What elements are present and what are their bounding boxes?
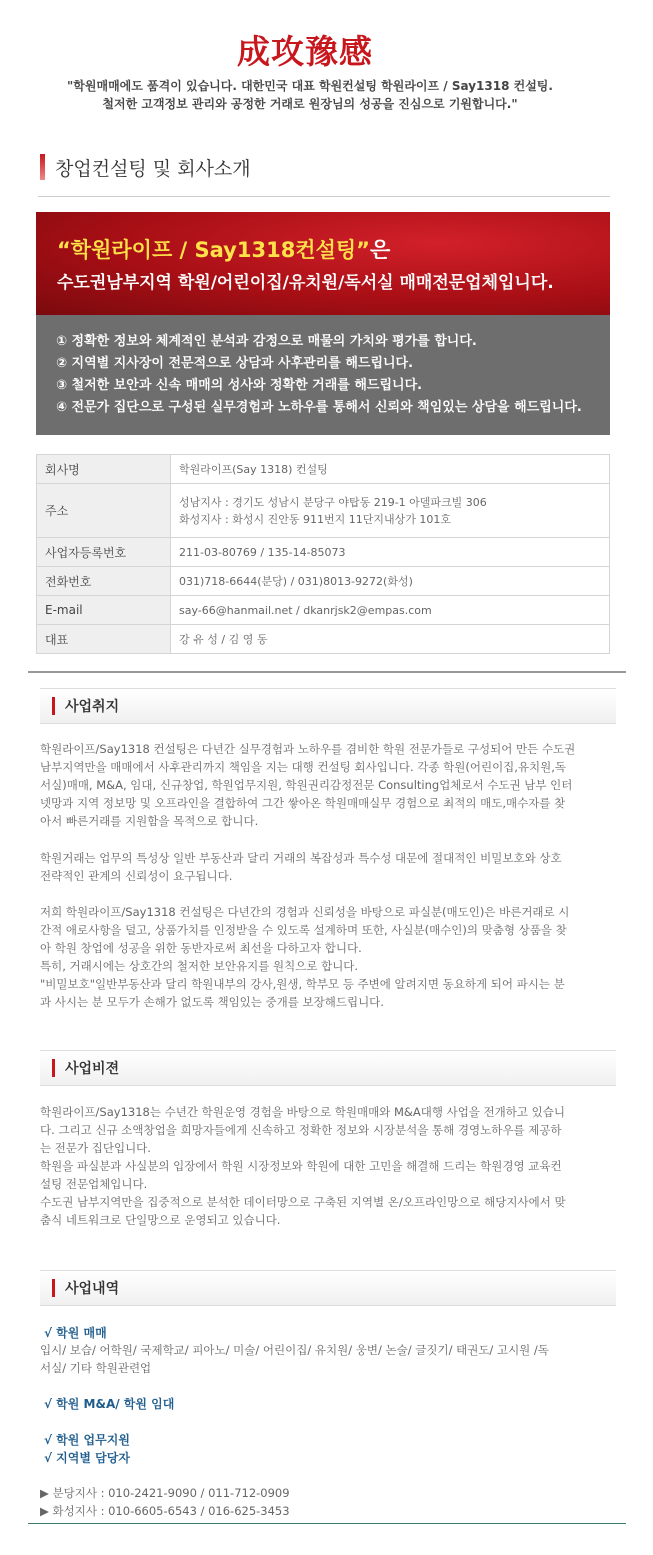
table-row [37, 484, 610, 538]
info-value: 학원라이프(Say 1318) 컨설팅 [171, 455, 610, 484]
company-info-table [36, 454, 610, 654]
header-accent-bar [52, 1059, 55, 1077]
section-title-text: 창업컨설팅 및 회사소개 [55, 157, 251, 180]
business-item-heading: √ 학원 업무지원 [44, 1433, 130, 1447]
text-line: 수도권 남부지역만을 집중적으로 분석한 데이터망으로 구축된 지역별 온/오프라인망으로 해당지사에서 맞 [40, 1195, 566, 1209]
text-line: 서실/ 기타 학원관련업 [40, 1361, 152, 1375]
info-value: 211-03-80769 / 135-14-85073 [171, 538, 610, 567]
text-line: 학원라이프/Say1318 컨설팅은 다년간 실무경험과 노하우를 겸비한 학원 전문가들로 구성되어 만든 수도권 [40, 742, 576, 756]
purpose-paragraph [40, 849, 616, 885]
purpose-paragraph [40, 740, 616, 830]
business-item-heading: √ 학원 M&A/ 학원 임대 [44, 1397, 175, 1411]
table-row [37, 625, 610, 654]
banner-headline [57, 234, 390, 264]
email-value[interactable]: say-66@hanmail.net / dkanrjsk2@empas.com [171, 596, 610, 625]
info-label: 대표 [37, 625, 171, 654]
purpose-title: 사업취지 [65, 699, 120, 715]
text-line: 학원거래는 업무의 특성상 일반 부동산과 달리 거래의 복잡성과 특수성 대문에 절대적인 비밀보호와 상호 [40, 851, 562, 865]
address-line: 성남지사 : 경기도 성남시 분당구 야탑동 219-1 아델파크빌 306 [179, 495, 487, 509]
text-line: 아 학원 창업에 성공을 위한 동반자로써 최선을 다하고자 합니다. [40, 941, 362, 955]
text-line: 특히, 거래시에는 상호간의 철저한 보안유지를 원칙으로 합니다. [40, 959, 359, 973]
intro-banner [36, 212, 610, 435]
vision-title: 사업비젼 [65, 1061, 120, 1077]
text-line: 간적 애로사항을 덜고, 상품가치를 인정받을 수 있도록 설계하며 또한, 사실분(매수인)의 맞춤형 상품을 찾 [40, 923, 567, 937]
info-label: 전화번호 [37, 567, 171, 596]
contact-line: ▶ 분당지사 : 010-2421-9090 / 011-712-0909 [40, 1486, 290, 1500]
table-row [37, 596, 610, 625]
header-accent-bar [52, 1279, 55, 1297]
table-row [37, 455, 610, 484]
info-value [171, 484, 610, 538]
text-line: 과 사시는 분 모두가 손해가 없도록 책임있는 중개를 보장해드립니다. [40, 995, 384, 1009]
text-line: 춤식 네트워크로 단일망으로 운영되고 있습니다. [40, 1213, 281, 1227]
business-header [40, 1270, 616, 1306]
info-label: 주소 [37, 484, 171, 538]
text-line: 아서 빠른거래를 지원함을 목적으로 합니다. [40, 814, 259, 828]
text-line: 넷망과 지역 정보망 및 오프라인을 결합하여 그간 쌓아온 학원매매실무 경험으로 최적의 매도,매수자를 찾 [40, 796, 566, 810]
banner-headline-area [36, 212, 610, 315]
slogan-line: 철저한 고객정보 관리와 공정한 거래로 원장님의 성공을 진심으로 기원합니다." [102, 97, 518, 111]
header-accent-bar [52, 697, 55, 715]
business-item-heading: √ 학원 매매 [44, 1326, 107, 1340]
vision-paragraph [40, 1103, 616, 1229]
text-line: 설팅 전문업체입니다. [40, 1177, 148, 1191]
section-title [40, 152, 251, 182]
vision-header [40, 1050, 616, 1086]
banner-point: ③ 철저한 보안과 신속 매매의 성사와 정확한 거래를 해드립니다. [56, 378, 423, 393]
info-label: E-mail [37, 596, 171, 625]
text-line: 남부지역만을 매매에서 사후관리까지 책임을 지는 대행 컨설팅 회사입니다. 각종 학원(어린이집,유치원,독 [40, 760, 567, 774]
business-title: 사업내역 [65, 1281, 120, 1297]
table-row [37, 538, 610, 567]
info-label: 회사명 [37, 455, 171, 484]
info-value: 031)718-6644(분당) / 031)8013-9272(화성) [171, 567, 610, 596]
branch-contacts [40, 1484, 616, 1520]
address-line: 화성지사 : 화성시 진안동 911번지 11단지내상가 101호 [179, 512, 451, 526]
motto-heading: 成攻豫感 [237, 32, 373, 71]
info-value: 강 유 성 / 김 영 동 [171, 625, 610, 654]
text-line: 전략적인 관계의 신뢰성이 요구됩니다. [40, 869, 233, 883]
banner-points [36, 315, 610, 435]
text-line: 학원을 파실분과 사실분의 입장에서 학원 시장정보와 학원에 대한 고민을 해결해 드리는 학원경영 교육컨 [40, 1159, 562, 1173]
divider [38, 196, 610, 197]
banner-subline: 수도권남부지역 학원/어린이집/유치원/독서실 매매전문업체입니다. [57, 273, 554, 293]
purpose-header [40, 688, 616, 724]
banner-headline-suffix: 은 [369, 238, 391, 262]
footer-divider [28, 1523, 626, 1524]
banner-point: ② 지역별 지사장이 전문적으로 상담과 사후관리를 해드립니다. [56, 356, 414, 371]
banner-company-name: “학원라이프 / Say1318컨설팅” [57, 238, 370, 262]
contact-line: ▶ 화성지사 : 010-6605-6543 / 016-625-3453 [40, 1504, 290, 1518]
business-item-detail [40, 1341, 616, 1377]
purpose-paragraph [40, 903, 616, 1011]
text-line: 입시/ 보습/ 어학원/ 국제학교/ 피아노/ 미술/ 어린이집/ 유치원/ 웅변/ 논술/ 글짓기/ 태권도/ 고시원 /독 [40, 1343, 549, 1357]
slogan [30, 77, 590, 113]
slogan-line: "학원매매에도 품격이 있습니다. 대한민국 대표 학원컨설팅 학원라이프 / Say1318 컨설팅. [67, 79, 553, 93]
banner-point: ① 정확한 정보와 체계적인 분석과 감정으로 매물의 가치와 평가를 합니다. [56, 334, 477, 349]
text-line: "비밀보호"일반부동산과 달리 학원내부의 강사,원생, 학부모 등 주변에 알려지면 동요하게 되어 파시는 분 [40, 977, 565, 991]
info-label: 사업자등록번호 [37, 538, 171, 567]
title-accent-bar [40, 154, 45, 180]
text-line: 학원라이프/Say1318는 수년간 학원운영 경험을 바탕으로 학원매매와 M&A대행 사업을 전개하고 있습니 [40, 1105, 565, 1119]
business-item-heading: √ 지역별 담당자 [44, 1451, 130, 1465]
table-row [37, 567, 610, 596]
banner-point: ④ 전문가 집단으로 구성된 실무경험과 노하우를 통해서 신뢰와 책임있는 상담을 해드립니다. [56, 400, 582, 415]
text-line: 서실)매매, M&A, 임대, 신규창업, 학원업무지원, 학원권리감정전문 Consulting업체로서 수도권 남부 인터 [40, 778, 573, 792]
divider [28, 671, 626, 673]
text-line: 다. 그리고 신규 소액창업을 희망자들에게 신속하고 정확한 정보와 시장분석을 통해 경영노하우를 제공하 [40, 1123, 562, 1137]
text-line: 는 전문가 집단입니다. [40, 1141, 151, 1155]
text-line: 저희 학원라이프/Say1318 컨설팅은 다년간의 경험과 신뢰성을 바탕으로 파실분(매도인)은 바른거래로 시 [40, 905, 570, 919]
